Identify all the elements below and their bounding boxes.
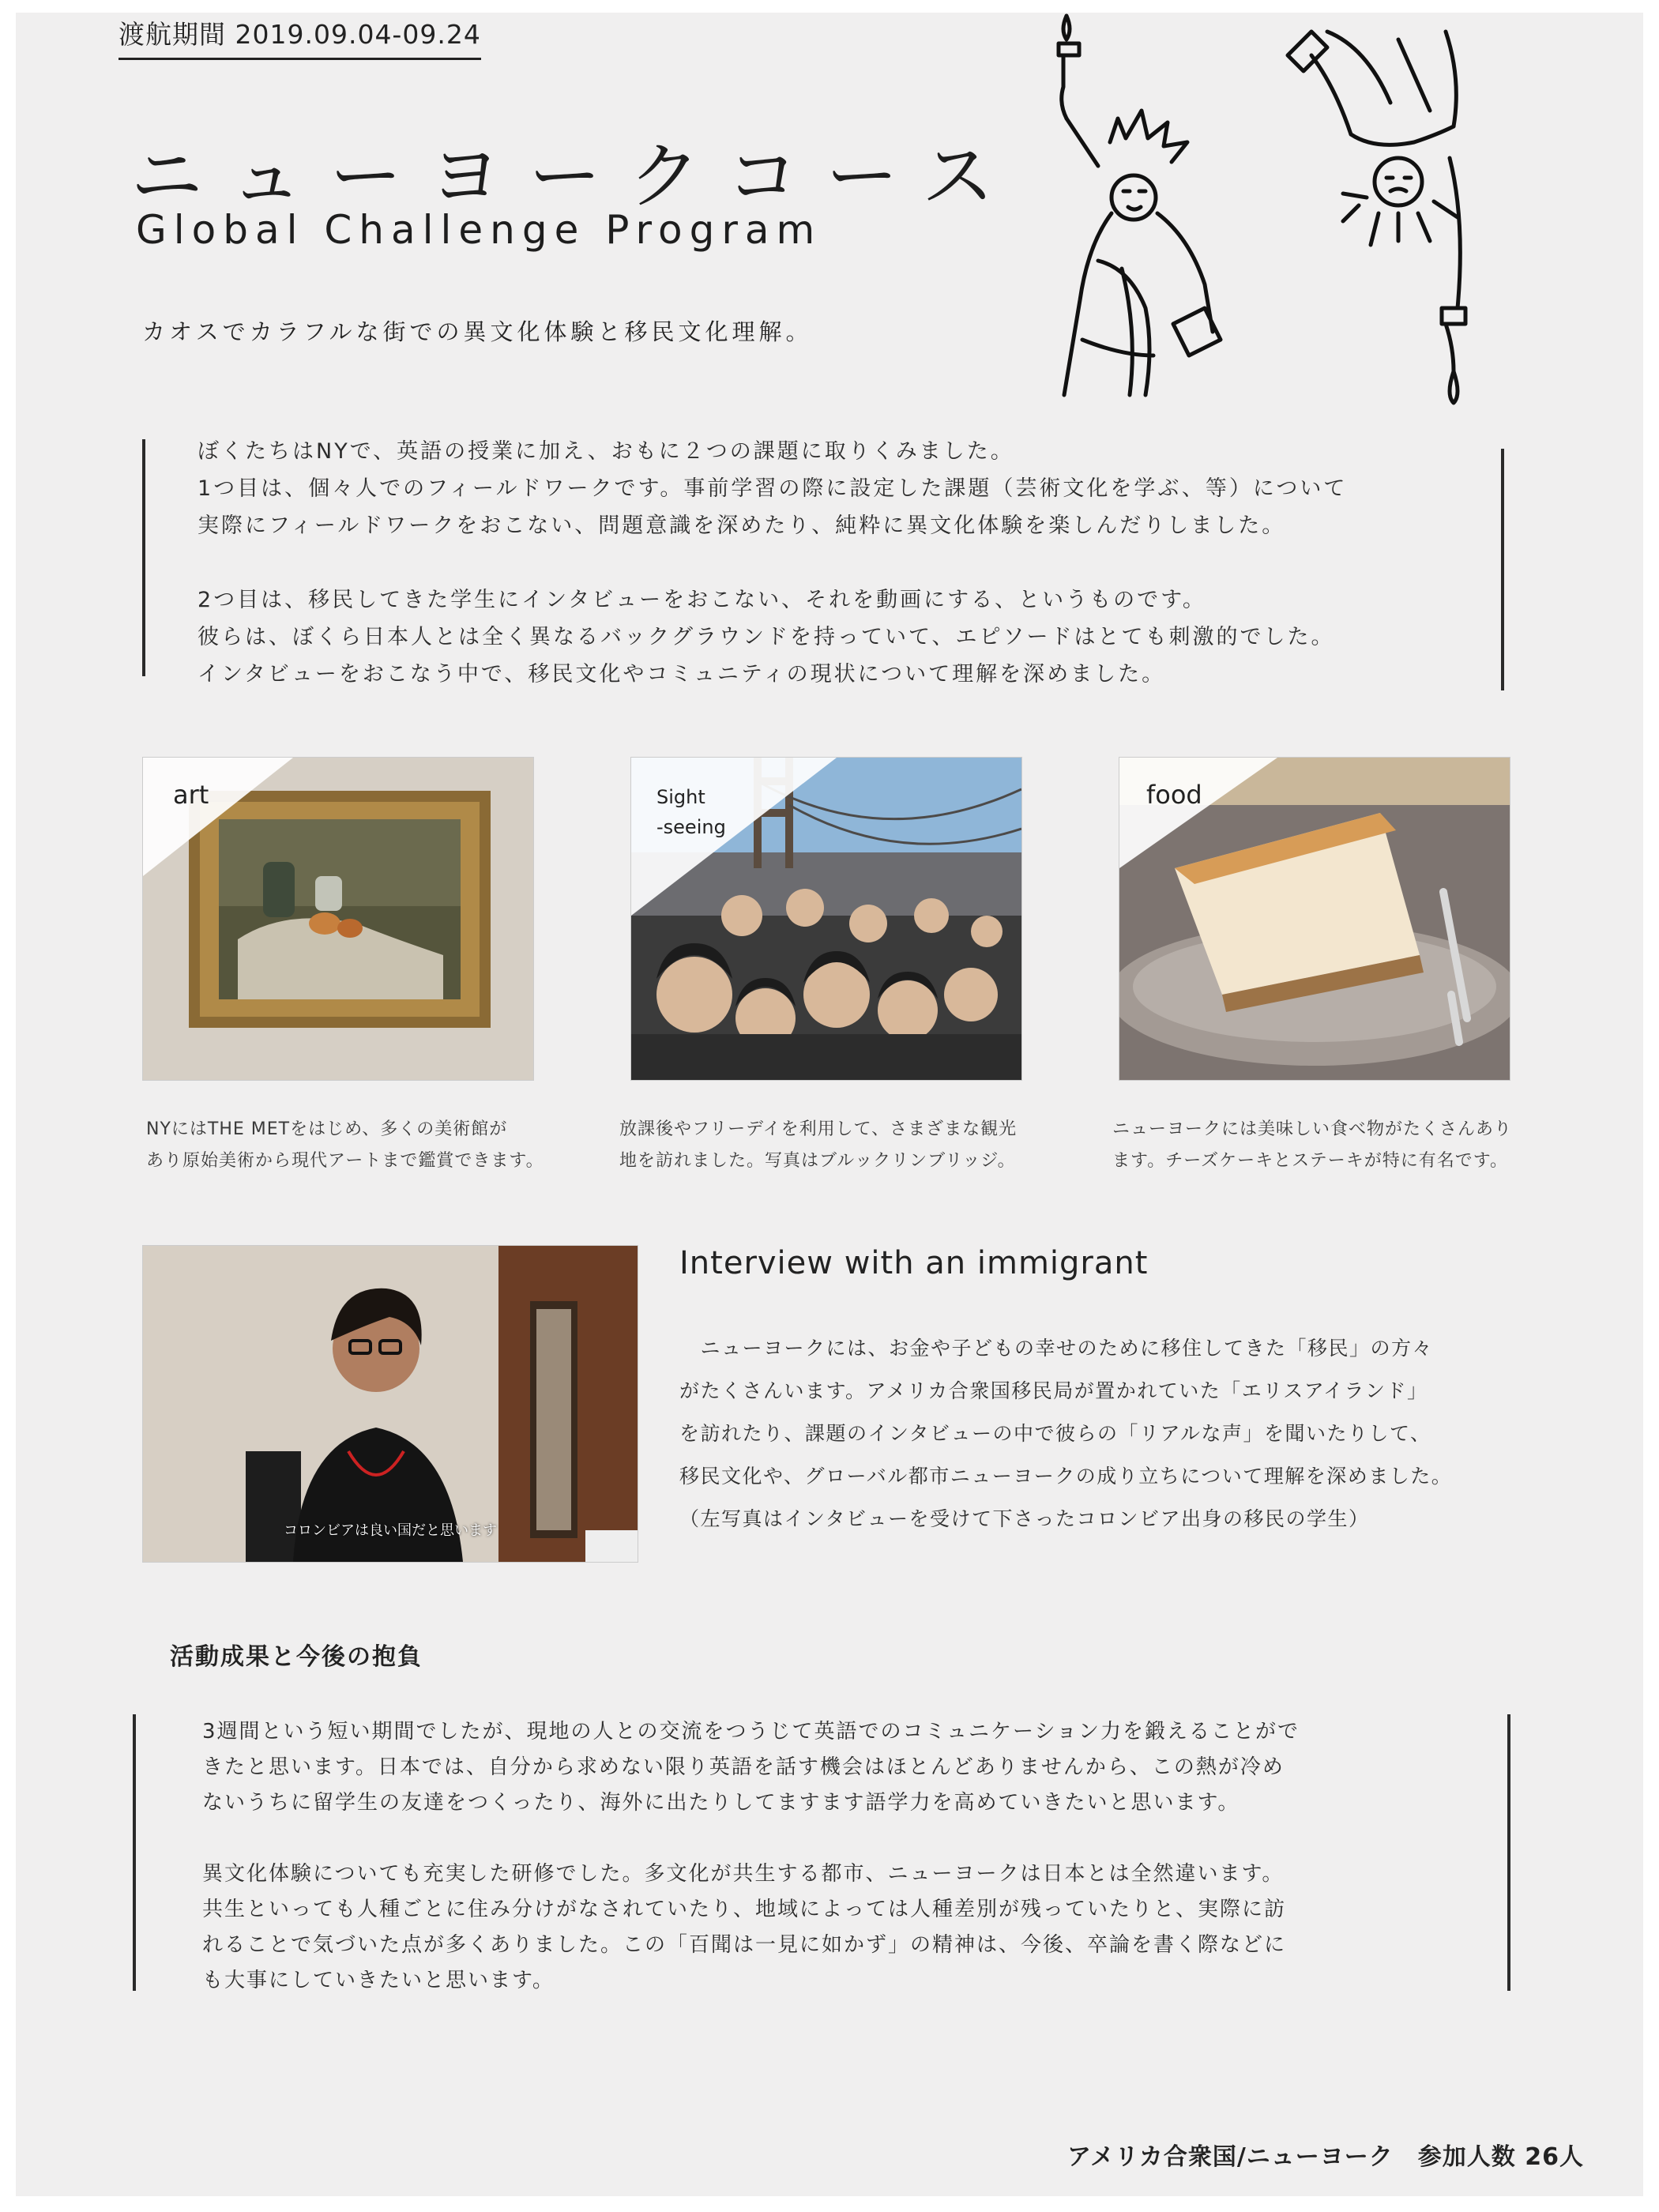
intro-line: 2つ目は、移民してきた学生にインタビューをおこない、それを動画にする、というものです。 bbox=[198, 588, 1206, 612]
sightseeing-photo bbox=[630, 757, 1022, 1081]
page-title-english: Global Challenge Program bbox=[136, 207, 822, 253]
results-line: 3週間という短い期間でしたが、現地の人との交流をつうじて英語でのコミュニケーション力を鍛えることがで bbox=[202, 1720, 1300, 1744]
results-line: ないうちに留学生の友達をつくったり、海外に出たりしてますます語学力を高めていきたいと思います。 bbox=[202, 1791, 1240, 1815]
interview-line: 移民文化や、グローバル都市ニューヨークの成り立ちについて理解を深めました。 bbox=[679, 1465, 1453, 1488]
intro-line: 1つ目は、個々人でのフィールドワークです。事前学習の際に設定した課題（芸術文化を学ぶ、等）について bbox=[198, 476, 1348, 501]
sightseeing-caption bbox=[619, 1114, 1017, 1177]
interview-photo-subtitle: コロンビアは良い国だと思います bbox=[284, 1522, 497, 1539]
intro-section bbox=[128, 433, 1512, 686]
results-line: 異文化体験についても充実した研修でした。多文化が共生する都市、ニューヨークは日本とは全然違います。 bbox=[202, 1862, 1285, 1886]
right-rule bbox=[1501, 449, 1504, 690]
tagline: カオスでカラフルな街での異文化体験と移民文化理解。 bbox=[142, 318, 813, 345]
footer-location-participants: アメリカ合衆国/ニューヨーク 参加人数 26人 bbox=[1066, 2143, 1584, 2171]
left-rule bbox=[133, 1714, 136, 1991]
food-photo bbox=[1119, 757, 1510, 1081]
intro-line: インタビューをおこなう中で、移民文化やコミュニティの現状について理解を深めました。 bbox=[198, 662, 1166, 687]
results-line: れることで気づいた点が多くありました。この「百聞は一見に如かず」の精神は、今後、卒論を書く際などに bbox=[202, 1933, 1287, 1957]
statue-of-liberty-illustration bbox=[1035, 8, 1256, 403]
interview-line: がたくさんいます。アメリカ合衆国移民局が置かれていた「エリスアイランド」 bbox=[679, 1379, 1428, 1402]
food-caption bbox=[1112, 1114, 1512, 1177]
caption-line: ニューヨークには美味しい食べ物がたくさんあり bbox=[1112, 1119, 1513, 1139]
left-rule bbox=[142, 439, 145, 676]
results-heading: 活動成果と今後の抱負 bbox=[170, 1643, 423, 1671]
caption-line: NYにはTHE METをはじめ、多くの美術館が bbox=[146, 1119, 508, 1139]
results-line: も大事にしていきたいと思います。 bbox=[202, 1969, 555, 1992]
sightseeing-tag-line2: -seeing bbox=[656, 816, 726, 838]
results-section bbox=[133, 1714, 1523, 1999]
intro-line: ぼくたちはNYで、英語の授業に加え、おもに２つの課題に取りくみました。 bbox=[198, 439, 1014, 464]
caption-line: あり原始美術から現代アートまで鑑賞できます。 bbox=[146, 1151, 544, 1171]
interview-line: を訪れたり、課題のインタビューの中で彼らの「リアルな声」を聞いたりして、 bbox=[679, 1422, 1431, 1445]
page-title-japanese: ニューヨークコース bbox=[130, 134, 1021, 219]
results-line: 共生といっても人種ごとに住み分けがなされていたり、地域によっては人種差別が残っていたりと、実際に訪 bbox=[202, 1898, 1287, 1921]
results-text bbox=[202, 1714, 1300, 1999]
intro-text bbox=[198, 433, 1347, 693]
food-tag: food bbox=[1146, 780, 1202, 810]
interview-photo bbox=[142, 1245, 638, 1563]
caption-line: 地を訪れました。写真はブルックリンブリッジ。 bbox=[619, 1151, 1016, 1171]
upside-down-statue-illustration bbox=[1280, 24, 1493, 419]
intro-line: 実際にフィールドワークをおこない、問題意識を深めたり、純粋に異文化体験を楽しんだりしました。 bbox=[198, 514, 1286, 538]
art-photo bbox=[142, 757, 534, 1081]
interview-body bbox=[679, 1327, 1452, 1540]
interview-line: （左写真はインタビューを受けて下さったコロンビア出身の移民の学生） bbox=[679, 1507, 1370, 1530]
travel-period: 渡航期間 2019.09.04-09.24 bbox=[118, 14, 481, 60]
interview-line: ニューヨークには、お金や子どもの幸せのために移住してきた「移民」の方々 bbox=[679, 1337, 1434, 1360]
sightseeing-tag-line1: Sight bbox=[656, 786, 705, 808]
art-caption bbox=[146, 1114, 544, 1177]
right-rule bbox=[1507, 1714, 1510, 1991]
caption-line: 放課後やフリーデイを利用して、さまざまな観光 bbox=[619, 1119, 1018, 1139]
caption-line: ます。チーズケーキとステーキが特に有名です。 bbox=[1112, 1151, 1508, 1171]
intro-line: 彼らは、ぼくら日本人とは全く異なるバックグラウンドを持っていて、エピソードはとても刺激的でした。 bbox=[198, 625, 1335, 649]
art-tag: art bbox=[173, 780, 209, 810]
interview-title: Interview with an immigrant bbox=[679, 1245, 1149, 1281]
results-line: きたと思います。日本では、自分から求めない限り英語を話す機会はほとんどありませんから、この熱が冷め bbox=[202, 1755, 1285, 1779]
